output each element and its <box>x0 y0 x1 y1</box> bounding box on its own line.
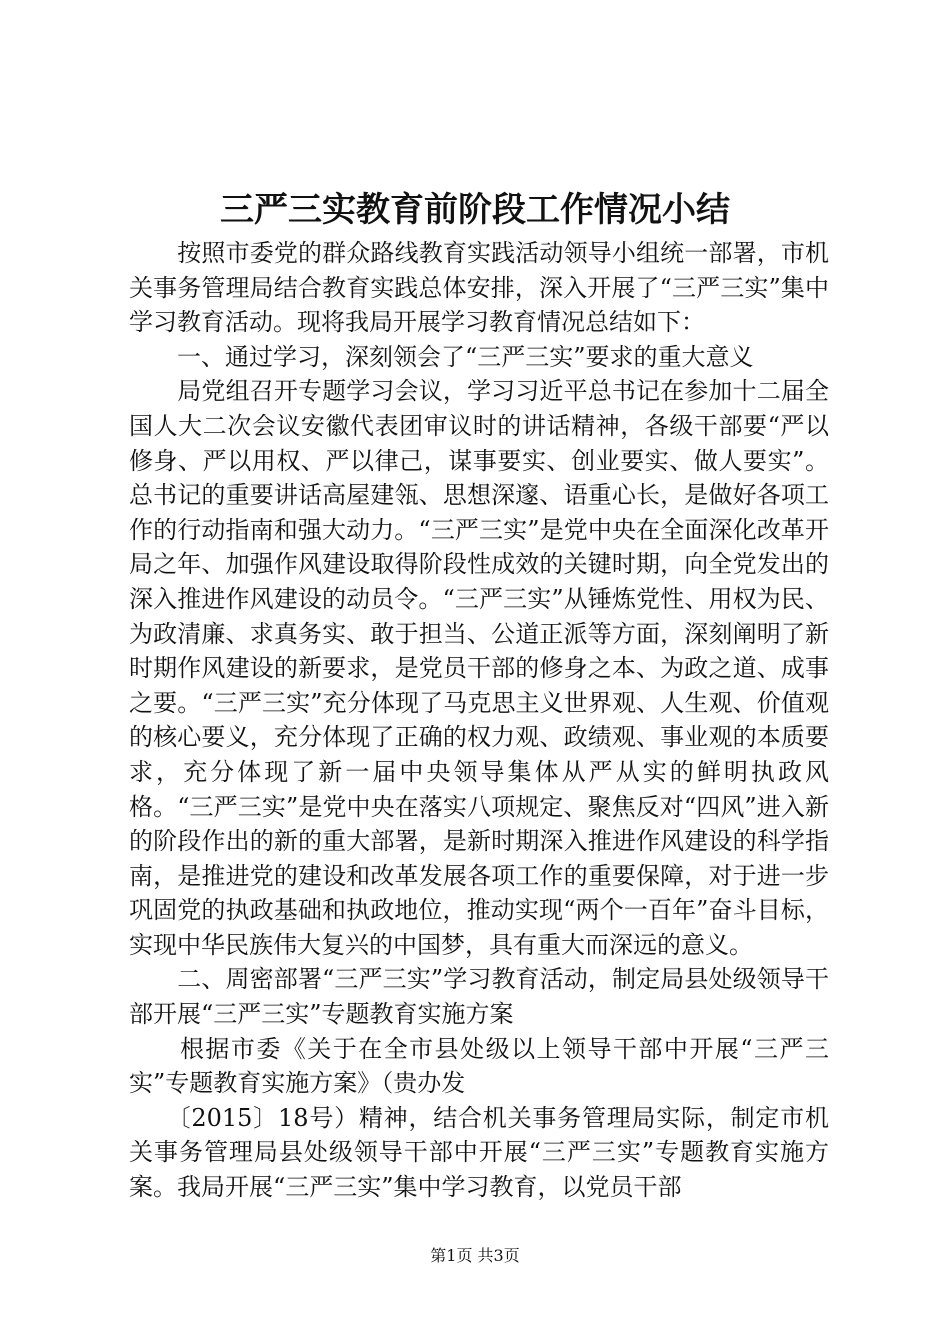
document-title: 三严三实教育前阶段工作情况小结 <box>220 190 730 230</box>
paragraph-section-1: 局党组召开专题学习会议，学习习近平总书记在参加十二届全国人大二次会议安徽代表团审议时的讲话精神，各级干部要“严以修身、严以用权、严以律己，谋事要实、创业要实、做人要实”。总书记的重要讲话高屋建瓴、思想深邃、语重心长，是做好各项工作的行动指南和强大动力。“三严三实”是党中央在全面深化改革开局之年、加强作风建设取得阶段性成效的关键时期，向全党发出的深入推进作风建设的动员令。“三严三实”从锤炼党性、用权为民、为政清廉、求真务实、敢于担当、公道正派等方面，深刻阐明了新时期作风建设的新要求，是党员干部的修身之本、为政之道、成事之要。“三严三实”充分体现了马克思主义世界观、人生观、价值观的核心要义，充分体现了正确的权力观、政绩观、事业观的本质要求，充分体现了新一届中央领导集体从严从实的鲜明执政风格。“三严三实”是党中央在落实八项规定、聚焦反对“四风”进入新的阶段作出的新的重大部署，是新时期深入推进作风建设的科学指南，是推进党的建设和改革发展各项工作的重要保障，对于进一步巩固党的执政基础和执政地位，推动实现“两个一百年”奋斗目标，实现中华民族伟大复兴的中国梦，具有重大而深远的意义。 <box>129 377 829 959</box>
paragraph-section-2a: 根据市委《关于在全市县处级以上领导干部中开展“三严三实”专题教育实施方案》（贵办发 <box>129 1034 829 1098</box>
heading-section-2: 二、周密部署“三严三实”学习教育活动，制定局县处级领导干部开展“三严三实”专题教育实施方案 <box>129 965 829 1029</box>
paragraph-section-2b: 〔2015〕18号）精神，结合机关事务管理局实际，制定市机关事务管理局县处级领导干部中开展“三严三实”专题教育实施方案。我局开展“三严三实”集中学习教育，以党员干部 <box>129 1103 829 1202</box>
paragraph-intro: 按照市委党的群众路线教育实践活动领导小组统一部署，市机关事务管理局结合教育实践总体安排，深入开展了“三严三实”集中学习教育活动。现将我局开展学习教育情况总结如下： <box>129 239 829 337</box>
page-number-footer: 第1页 共3页 <box>430 1246 520 1265</box>
heading-section-1: 一、通过学习，深刻领会了“三严三实”要求的重大意义 <box>129 342 754 371</box>
document-body <box>129 236 829 1205</box>
